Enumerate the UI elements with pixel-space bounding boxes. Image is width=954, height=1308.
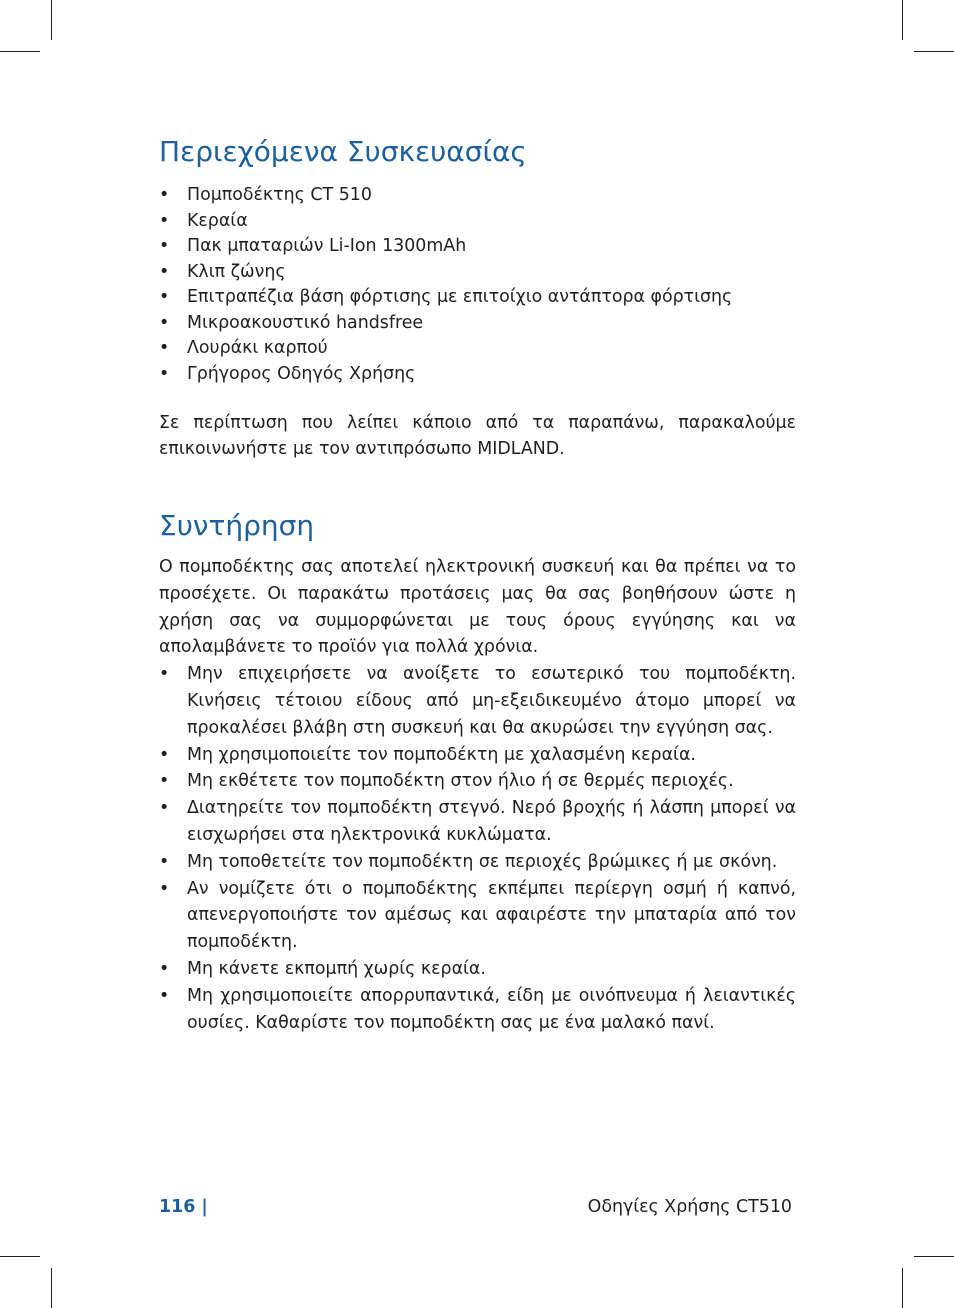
list-item: • Πακ μπαταριών Li-Ion 1300mAh [159,234,796,260]
crop-mark [902,0,903,40]
crop-mark [914,51,954,52]
crop-mark [0,51,40,52]
package-contents-list [159,183,796,387]
list-item: • Κλιπ ζώνης [159,260,796,286]
list-item: • Επιτραπέζια βάση φόρτισης με επιτοίχιο αντάπτορα φόρτισης [159,285,796,311]
list-item: • Πομποδέκτης CT 510 [159,183,796,209]
list-item: • Μη εκθέτετε τον πομποδέκτη στον ήλιο ή σε θερμές περιοχές. [159,768,796,795]
crop-mark [914,1256,954,1257]
document-title: Οδηγίες Χρήσης CT510 [587,1197,792,1217]
package-contents-heading: Περιεχόμενα Συσκευασίας [159,135,527,168]
crop-mark [902,1268,903,1308]
list-item: • Μη χρησιμοποιείτε τον πομποδέκτη με χαλασμένη κεραία. [159,742,796,769]
crop-mark [51,1268,52,1308]
list-item: • Διατηρείτε τον πομποδέκτη στεγνό. Νερό βροχής ή λάσπη μπορεί να εισχωρήσει στα ηλεκτρονικά κυκλώματα. [159,795,796,849]
list-item: • Αν νομίζετε ότι ο πομποδέκτης εκπέμπει περίεργη οσμή ή καπνό, απενεργοποιήστε τον αμέσως και αφαιρέστε την μπαταρία από τον πομποδέκτη. [159,876,796,956]
list-item: • Κεραία [159,209,796,235]
list-item: • Μην επιχειρήσετε να ανοίξετε το εσωτερικό του πομποδέκτη. Κινήσεις τέτοιου είδους από μη-εξειδικευμένο άτομο μπορεί να προκαλέσει βλάβη στη συσκευή και θα ακυρώσει την εγγύηση σας. [159,661,796,741]
maintenance-intro: Ο πομποδέκτης σας αποτελεί ηλεκτρονική συσκευή και θα πρέπει να το προσέχετε. Οι παρακάτω προτάσεις μας θα σας βοηθήσουν ώστε η χρήση σας να συμμορφώνεται με τους όρους εγγύησης και να απολαμβάνετε το προϊόν για πολλά χρόνια. [159,557,796,658]
page-content [159,128,796,1036]
list-item: • Μη χρησιμοποιείτε απορρυπαντικά, είδη με οινόπνευμα ή λειαντικές ουσίες. Καθαρίστε τον πομποδέκτη σας με ένα μαλακό πανί. [159,983,796,1037]
crop-mark [0,1256,40,1257]
package-contents-note: Σε περίπτωση που λείπει κάποιο από τα παραπάνω, παρακαλούμε επικοινωνήστε με τον αντιπρόσωπο MIDLAND. [159,413,796,459]
list-item: • Μη τοποθετείτε τον πομποδέκτη σε περιοχές βρώμικες ή με σκόνη. [159,849,796,876]
maintenance-list [159,661,796,1036]
list-item: • Λουράκι καρπού [159,336,796,362]
maintenance-heading: Συντήρηση [159,509,315,542]
crop-mark [51,0,52,40]
page-number: 116 | [159,1197,208,1217]
list-item: • Γρήγορος Οδηγός Χρήσης [159,362,796,388]
list-item: • Μικροακουστικό handsfree [159,311,796,337]
list-item: • Μη κάνετε εκπομπή χωρίς κεραία. [159,956,796,983]
